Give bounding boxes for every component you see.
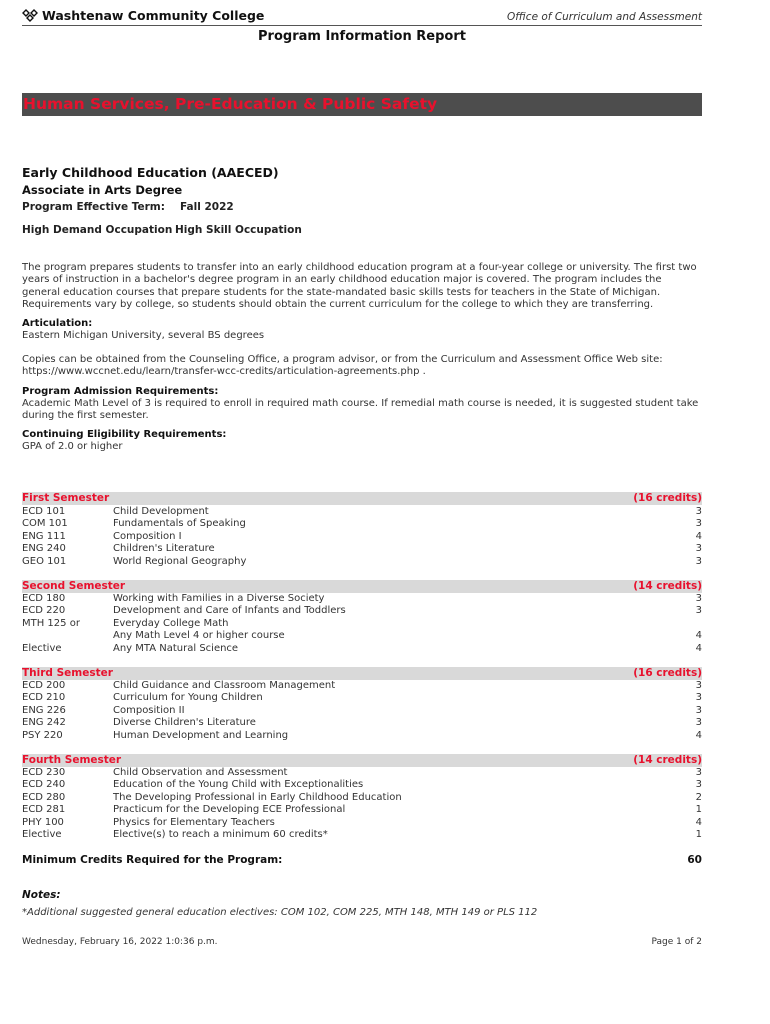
course-name: Fundamentals of Speaking xyxy=(113,518,246,529)
course-credits: 4 xyxy=(695,643,702,654)
course-name: Development and Care of Infants and Toddlers xyxy=(113,605,346,616)
page-number: Page 1 of 2 xyxy=(651,937,702,947)
course-name: Human Development and Learning xyxy=(113,730,289,741)
course-credits: 3 xyxy=(695,518,702,529)
articulation-text: Eastern Michigan University, several BS degrees xyxy=(22,330,265,341)
course-credits: 3 xyxy=(695,692,702,703)
course-code: MTH 125 or xyxy=(22,618,80,629)
course-name: Any Math Level 4 or higher course xyxy=(113,630,285,641)
course-credits: 3 xyxy=(695,506,702,517)
course-credits: 3 xyxy=(695,593,702,604)
footer-date: Wednesday, February 16, 2022 1:0:36 p.m. xyxy=(22,937,218,947)
occupation-tag-skill: High Skill Occupation xyxy=(175,224,302,236)
semester-title: Fourth Semester xyxy=(22,754,122,766)
notes-text: *Additional suggested general education electives: COM 102, COM 225, MTH 148, MTH 149 or PLS 112 xyxy=(22,907,538,918)
course-code: ECD 210 xyxy=(22,692,66,703)
semester-title: First Semester xyxy=(22,492,110,504)
semester-credits: (16 credits) xyxy=(633,667,702,679)
semester-title: Second Semester xyxy=(22,580,126,592)
course-code: ECD 280 xyxy=(22,792,66,803)
effective-term-value: Fall 2022 xyxy=(180,201,234,213)
course-code: ECD 220 xyxy=(22,605,66,616)
semester-credits: (14 credits) xyxy=(633,580,702,592)
header-divider xyxy=(22,25,702,26)
eligibility-label: Continuing Eligibility Requirements: xyxy=(22,429,227,440)
course-credits: 3 xyxy=(695,779,702,790)
course-name: Physics for Elementary Teachers xyxy=(113,817,275,828)
course-credits: 4 xyxy=(695,531,702,542)
course-credits: 1 xyxy=(695,829,702,840)
course-credits: 1 xyxy=(695,804,702,815)
minimum-credits-value: 60 xyxy=(687,854,702,866)
course-credits: 3 xyxy=(695,767,702,778)
course-code: Elective xyxy=(22,643,62,654)
course-code: ECD 200 xyxy=(22,680,66,691)
course-code: ECD 101 xyxy=(22,506,66,517)
course-code: GEO 101 xyxy=(22,556,67,567)
college-name-text: Washtenaw Community College xyxy=(42,8,265,23)
semester-bar xyxy=(22,492,702,505)
course-name: Education of the Young Child with Exceptionalities xyxy=(113,779,364,790)
course-name: Composition I xyxy=(113,531,182,542)
course-name: Everyday College Math xyxy=(113,618,229,629)
course-name: Child Guidance and Classroom Management xyxy=(113,680,336,691)
course-code: PSY 220 xyxy=(22,730,63,741)
course-name: Curriculum for Young Children xyxy=(113,692,263,703)
effective-term-label: Program Effective Term: xyxy=(22,201,165,213)
course-name: Working with Families in a Diverse Society xyxy=(113,593,325,604)
course-name: Diverse Children's Literature xyxy=(113,717,256,728)
course-code: ENG 240 xyxy=(22,543,66,554)
course-name: Composition II xyxy=(113,705,185,716)
course-name: Practicum for the Developing ECE Professional xyxy=(113,804,346,815)
program-name: Early Childhood Education (AAECED) xyxy=(22,165,279,180)
college-logo-icon xyxy=(22,9,38,23)
course-code: ECD 240 xyxy=(22,779,66,790)
course-code: PHY 100 xyxy=(22,817,64,828)
semester-bar xyxy=(22,667,702,680)
occupation-tag-demand: High Demand Occupation xyxy=(22,224,173,236)
course-credits: 2 xyxy=(695,792,702,803)
course-credits: 3 xyxy=(695,717,702,728)
course-credits: 3 xyxy=(695,705,702,716)
course-credits: 3 xyxy=(695,680,702,691)
eligibility-text: GPA of 2.0 or higher xyxy=(22,441,123,452)
course-name: Child Observation and Assessment xyxy=(113,767,288,778)
admission-text: Academic Math Level of 3 is required to enroll in required math course. If remedial math course is needed, it is suggested student take during the first semester. xyxy=(22,398,699,422)
course-credits: 3 xyxy=(695,605,702,616)
course-credits: 4 xyxy=(695,817,702,828)
semester-bar xyxy=(22,754,702,767)
semester-title: Third Semester xyxy=(22,667,113,679)
college-name xyxy=(22,8,264,23)
report-title: Program Information Report xyxy=(258,29,466,44)
course-name: Child Development xyxy=(113,506,209,517)
course-name: Children's Literature xyxy=(113,543,215,554)
course-code: ENG 226 xyxy=(22,705,66,716)
course-code: ECD 230 xyxy=(22,767,66,778)
course-credits: 3 xyxy=(695,556,702,567)
degree-type: Associate in Arts Degree xyxy=(22,183,183,197)
course-code: ENG 242 xyxy=(22,717,66,728)
office-name: Office of Curriculum and Assessment xyxy=(507,11,702,23)
semester-credits: (16 credits) xyxy=(633,492,702,504)
course-name: Any MTA Natural Science xyxy=(113,643,239,654)
course-name: Elective(s) to reach a minimum 60 credits* xyxy=(113,829,328,840)
semester-credits: (14 credits) xyxy=(633,754,702,766)
course-credits: 3 xyxy=(695,543,702,554)
program-description: The program prepares students to transfer into an early childhood education program at a four-year college or university. The first two years of instruction in a bachelor's degree program in an early childhood education major is covered. The program includes the general education courses that prepare students for the state-mandated basic skills tests for teachers in the State of Michigan. Requirements vary by college, so students should obtain the current curriculum for the college to which they are transferring. xyxy=(22,262,697,310)
course-code: ECD 281 xyxy=(22,804,66,815)
minimum-credits-label: Minimum Credits Required for the Program: xyxy=(22,854,283,866)
course-code: ECD 180 xyxy=(22,593,66,604)
copies-text: Copies can be obtained from the Counseling Office, a program advisor, or from the Curriculum and Assessment Office Web site: https://www.wccnet.edu/learn/transfer-wcc-credits/articulation-agreements.php . xyxy=(22,354,663,378)
notes-label: Notes: xyxy=(22,889,61,901)
course-name: World Regional Geography xyxy=(113,556,247,567)
course-code: Elective xyxy=(22,829,62,840)
course-credits: 4 xyxy=(695,630,702,641)
course-name: The Developing Professional in Early Childhood Education xyxy=(113,792,402,803)
course-credits: 4 xyxy=(695,730,702,741)
course-code: COM 101 xyxy=(22,518,68,529)
division-banner: Human Services, Pre-Education & Public Safety xyxy=(22,93,702,116)
admission-label: Program Admission Requirements: xyxy=(22,386,219,397)
articulation-label: Articulation: xyxy=(22,318,93,329)
course-code: ENG 111 xyxy=(22,531,66,542)
